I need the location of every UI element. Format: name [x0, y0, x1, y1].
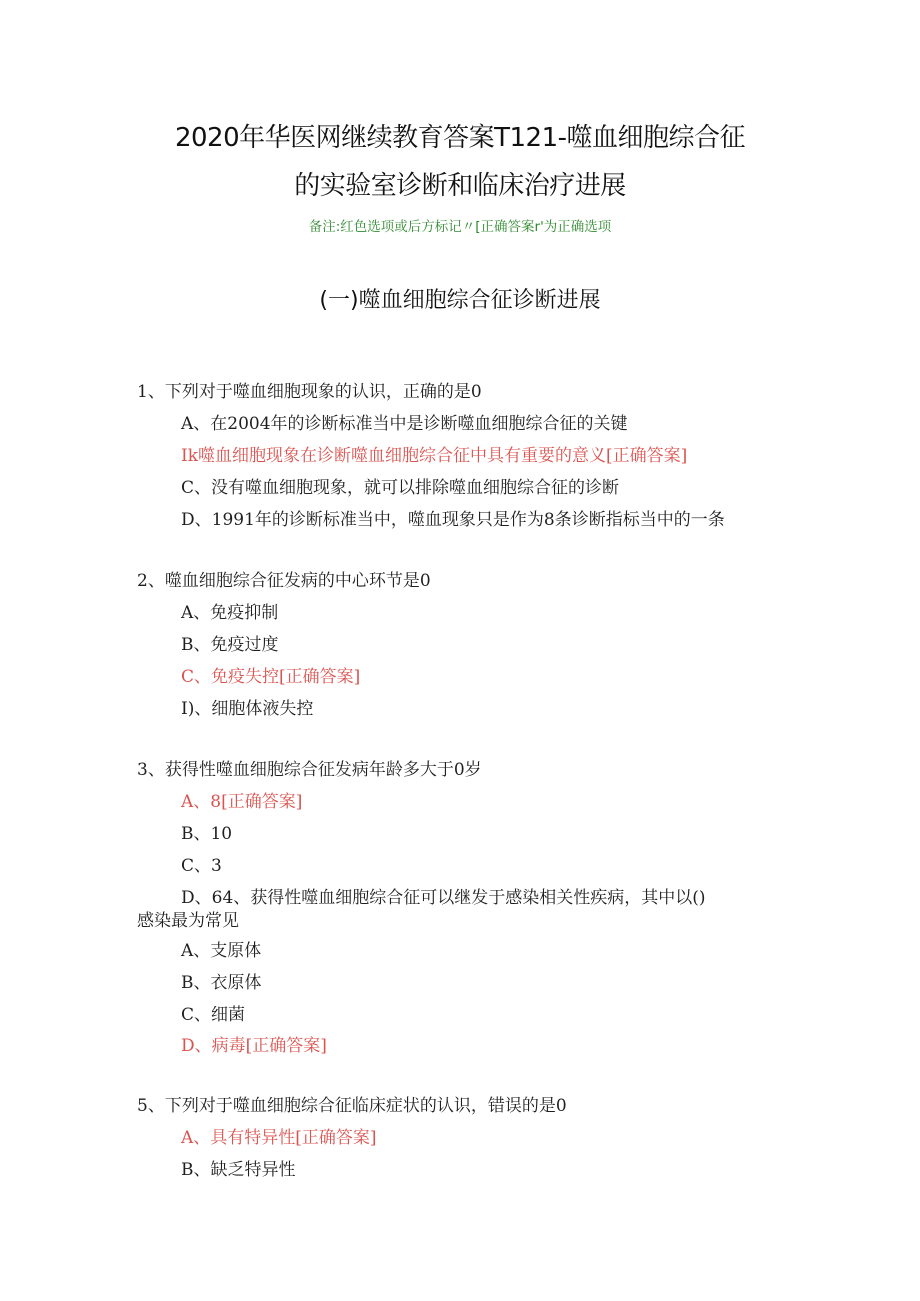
- question-4-option-c: C、细菌: [181, 1005, 246, 1025]
- question-1: 1、下列对于噬血细胞现象的认识，正确的是0: [137, 382, 482, 402]
- question-2-option-d: I)、细胞体液失控: [181, 699, 314, 719]
- question-4-option-a: A、支原体: [181, 941, 262, 961]
- question-3-option-a-correct: A、8[正确答案]: [181, 792, 303, 812]
- question-5-option-a-correct: A、具有特异性[正确答案]: [181, 1128, 377, 1148]
- section-heading: (一)噬血细胞综合征诊断进展: [319, 288, 601, 313]
- question-2-option-c-correct: C、免疫失控[正确答案]: [181, 667, 361, 687]
- document-title-line-2: 的实验室诊断和临床治疗进展: [294, 171, 626, 201]
- question-3-option-d-and-question-4: D、64、获得性噬血细胞综合征可以继发于感染相关性疾病，其中以(): [181, 888, 706, 908]
- question-4-option-b: B、衣原体: [181, 973, 262, 993]
- question-1-option-b-correct: Ik噬血细胞现象在诊断噬血细胞综合征中具有重要的意义[正确答案]: [181, 446, 688, 466]
- question-1-option-c: C、没有噬血细胞现象，就可以排除噬血细胞综合征的诊断: [181, 478, 620, 498]
- question-1-option-a: A、在2004年的诊断标准当中是诊断噬血细胞综合征的关键: [181, 414, 628, 434]
- question-5: 5、下列对于噬血细胞综合征临床症状的认识，错误的是0: [137, 1096, 567, 1116]
- question-5-option-b: B、缺乏特异性: [181, 1160, 296, 1180]
- question-3-option-b: B、10: [181, 824, 233, 844]
- question-4-option-d-correct: D、病毒[正确答案]: [181, 1036, 327, 1056]
- question-2: 2、噬血细胞综合征发病的中心环节是0: [137, 571, 431, 591]
- question-2-option-a: A、免疫抑制: [181, 603, 279, 623]
- question-4-continuation: 感染最为常见: [137, 911, 239, 931]
- question-1-option-d: D、1991年的诊断标准当中，噬血现象只是作为8条诊断指标当中的一条: [181, 510, 725, 530]
- question-2-option-b: B、免疫过度: [181, 635, 279, 655]
- answer-key-note: 备注:红色选项或后方标记〃[正确答案r'为正确选项: [308, 219, 612, 235]
- document-title-line-1: 2020年华医网继续教育答案T121-噬血细胞综合征: [174, 123, 746, 153]
- question-3: 3、获得性噬血细胞综合征发病年龄多大于0岁: [137, 760, 482, 780]
- question-3-option-c: C、3: [181, 856, 222, 876]
